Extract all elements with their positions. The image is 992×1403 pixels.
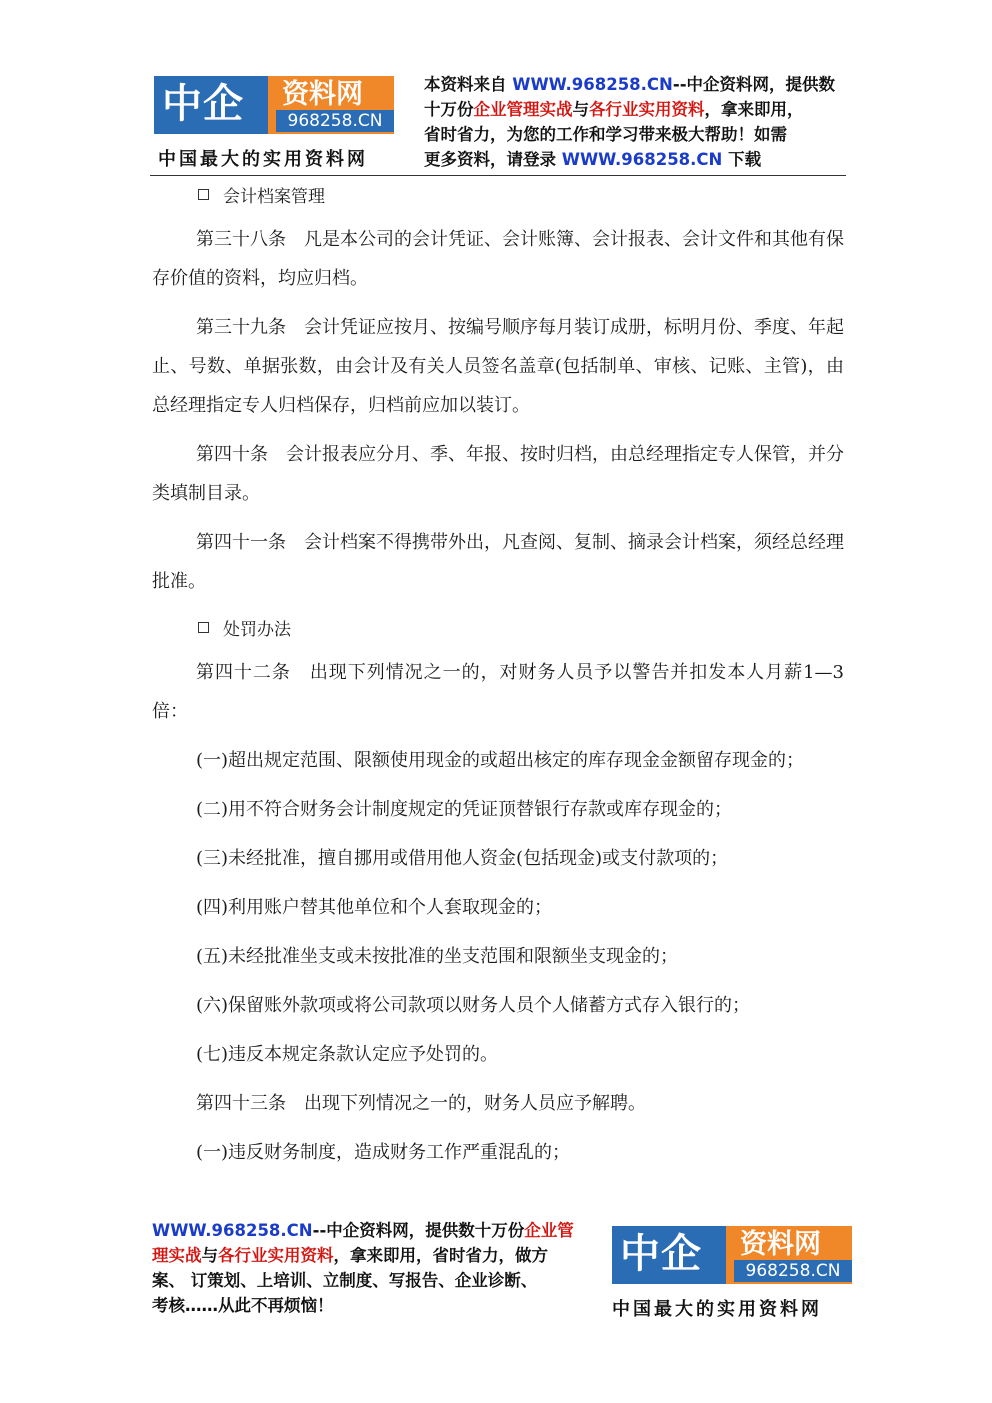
- header-site-link-1[interactable]: WWW.968258.CN: [512, 75, 673, 94]
- header-l1a: 本资料来自: [424, 75, 513, 94]
- article-38: 第三十八条 凡是本公司的会计凭证、会计账簿、会计报表、会计文件和其他有保存价值的资料，均应归档。: [152, 229, 844, 289]
- footer-line-3: 案、 订策划、上培训、立制度、写报告、企业诊断、: [152, 1271, 538, 1290]
- footer-l2a: 理实战: [152, 1246, 202, 1265]
- header-l2e: ，拿来即用，: [704, 100, 804, 119]
- header-promo-text: [424, 72, 848, 172]
- header-slogan-text: 中国最大的实用资料网: [158, 149, 368, 170]
- logo-domain-text: 968258.CN: [734, 1260, 852, 1282]
- bullet-box-icon: [198, 189, 209, 200]
- header-line-1: [424, 72, 848, 97]
- header-l1c: --中企资料网，提供数: [672, 75, 836, 94]
- footer-l2c: 各行业实用资料: [218, 1246, 334, 1265]
- article-42: 第四十二条 出现下列情况之一的，对财务人员予以警告并扣发本人月薪1—3 倍：: [152, 662, 844, 722]
- footer-l1b: --中企资料网，提供数十万份: [312, 1221, 525, 1240]
- header-l2d: 各行业实用资料: [589, 100, 705, 119]
- article-42-item-1: (一)超出规定范围、限额使用现金的或超出核定的库存现金金额留存现金的；: [196, 750, 805, 771]
- logo-zl-text: 资料网: [282, 79, 363, 110]
- logo-zl-text: 资料网: [740, 1229, 821, 1260]
- footer-line-2: [152, 1243, 602, 1268]
- header-l4a: 更多资料，请登录: [424, 150, 562, 169]
- section-heading-archive: [152, 178, 844, 220]
- logo-domain-text: 968258.CN: [276, 110, 394, 132]
- document-body: [152, 178, 844, 1182]
- section-heading-penalty: [152, 611, 844, 653]
- article-42-item-5: (五)未经批准坐支或未按批准的坐支范围和限额坐支现金的；: [196, 946, 679, 967]
- header-slogan: [158, 145, 368, 171]
- article-40: 第四十条 会计报表应分月、季、年报、按时归档，由总经理指定专人保管，并分类填制目录。: [152, 444, 844, 504]
- header-line-3: 省时省力，为您的工作和学习带来极大帮助！如需: [424, 125, 787, 144]
- footer-l2d: ，拿来即用，省时省力，做方: [333, 1246, 548, 1265]
- header-l4c: 下载: [722, 150, 762, 169]
- bullet-box-icon: [198, 622, 209, 633]
- header-site-link-2[interactable]: WWW.968258.CN: [561, 150, 723, 169]
- logo-cn-text: 中企: [162, 81, 244, 127]
- header-l2a: 十万份: [424, 100, 474, 119]
- article-39: 第三十九条 会计凭证应按月、按编号顺序每月装订成册，标明月份、季度、年起止、号数、单据张数，由会计及有关人员签名盖章(包括制单、审核、记账、主管)，由总经理指定专人归档保存，归档前应加以装订。: [152, 317, 844, 416]
- section-heading-penalty-text: 处罚办法: [223, 620, 291, 640]
- footer-site-link[interactable]: WWW.968258.CN: [152, 1221, 313, 1240]
- logo-cn-text: 中企: [620, 1231, 702, 1277]
- section-heading-archive-text: 会计档案管理: [223, 187, 325, 207]
- footer-promo-text: [152, 1218, 602, 1318]
- article-42-item-6: (六)保留账外款项或将公司款项以财务人员个人储蓄方式存入银行的；: [196, 995, 751, 1016]
- article-41: 第四十一条 会计档案不得携带外出，凡查阅、复制、摘录会计档案，须经总经理批准。: [152, 532, 844, 592]
- article-42-item-7: (七)违反本规定条款认定应予处罚的。: [196, 1044, 499, 1065]
- article-42-item-3: (三)未经批准，擅自挪用或借用他人资金(包括现金)或支付款项的；: [196, 848, 729, 869]
- footer-line-4: 考核……从此不再烦恼！: [152, 1296, 334, 1315]
- header-logo: [154, 76, 394, 134]
- header-l2b: 企业管理实战: [473, 100, 573, 119]
- footer-slogan-text: 中国最大的实用资料网: [612, 1299, 822, 1320]
- header-line-4: [424, 147, 848, 172]
- article-42-item-4: (四)利用账户替其他单位和个人套取现金的；: [196, 897, 553, 918]
- article-43-item-1: (一)违反财务制度，造成财务工作严重混乱的；: [196, 1142, 571, 1163]
- article-43: 第四十三条 出现下列情况之一的，财务人员应予解聘。: [196, 1093, 646, 1114]
- header-line-2: [424, 97, 848, 122]
- header-divider: [150, 175, 846, 176]
- article-42-item-2: (二)用不符合财务会计制度规定的凭证顶替银行存款或库存现金的；: [196, 799, 733, 820]
- footer-l2b: 与: [201, 1246, 218, 1265]
- footer-slogan: [612, 1295, 822, 1321]
- footer-logo: [612, 1226, 852, 1284]
- footer-l1c: 企业管: [524, 1221, 574, 1240]
- header-l2c: 与: [572, 100, 589, 119]
- footer-line-1: [152, 1218, 602, 1243]
